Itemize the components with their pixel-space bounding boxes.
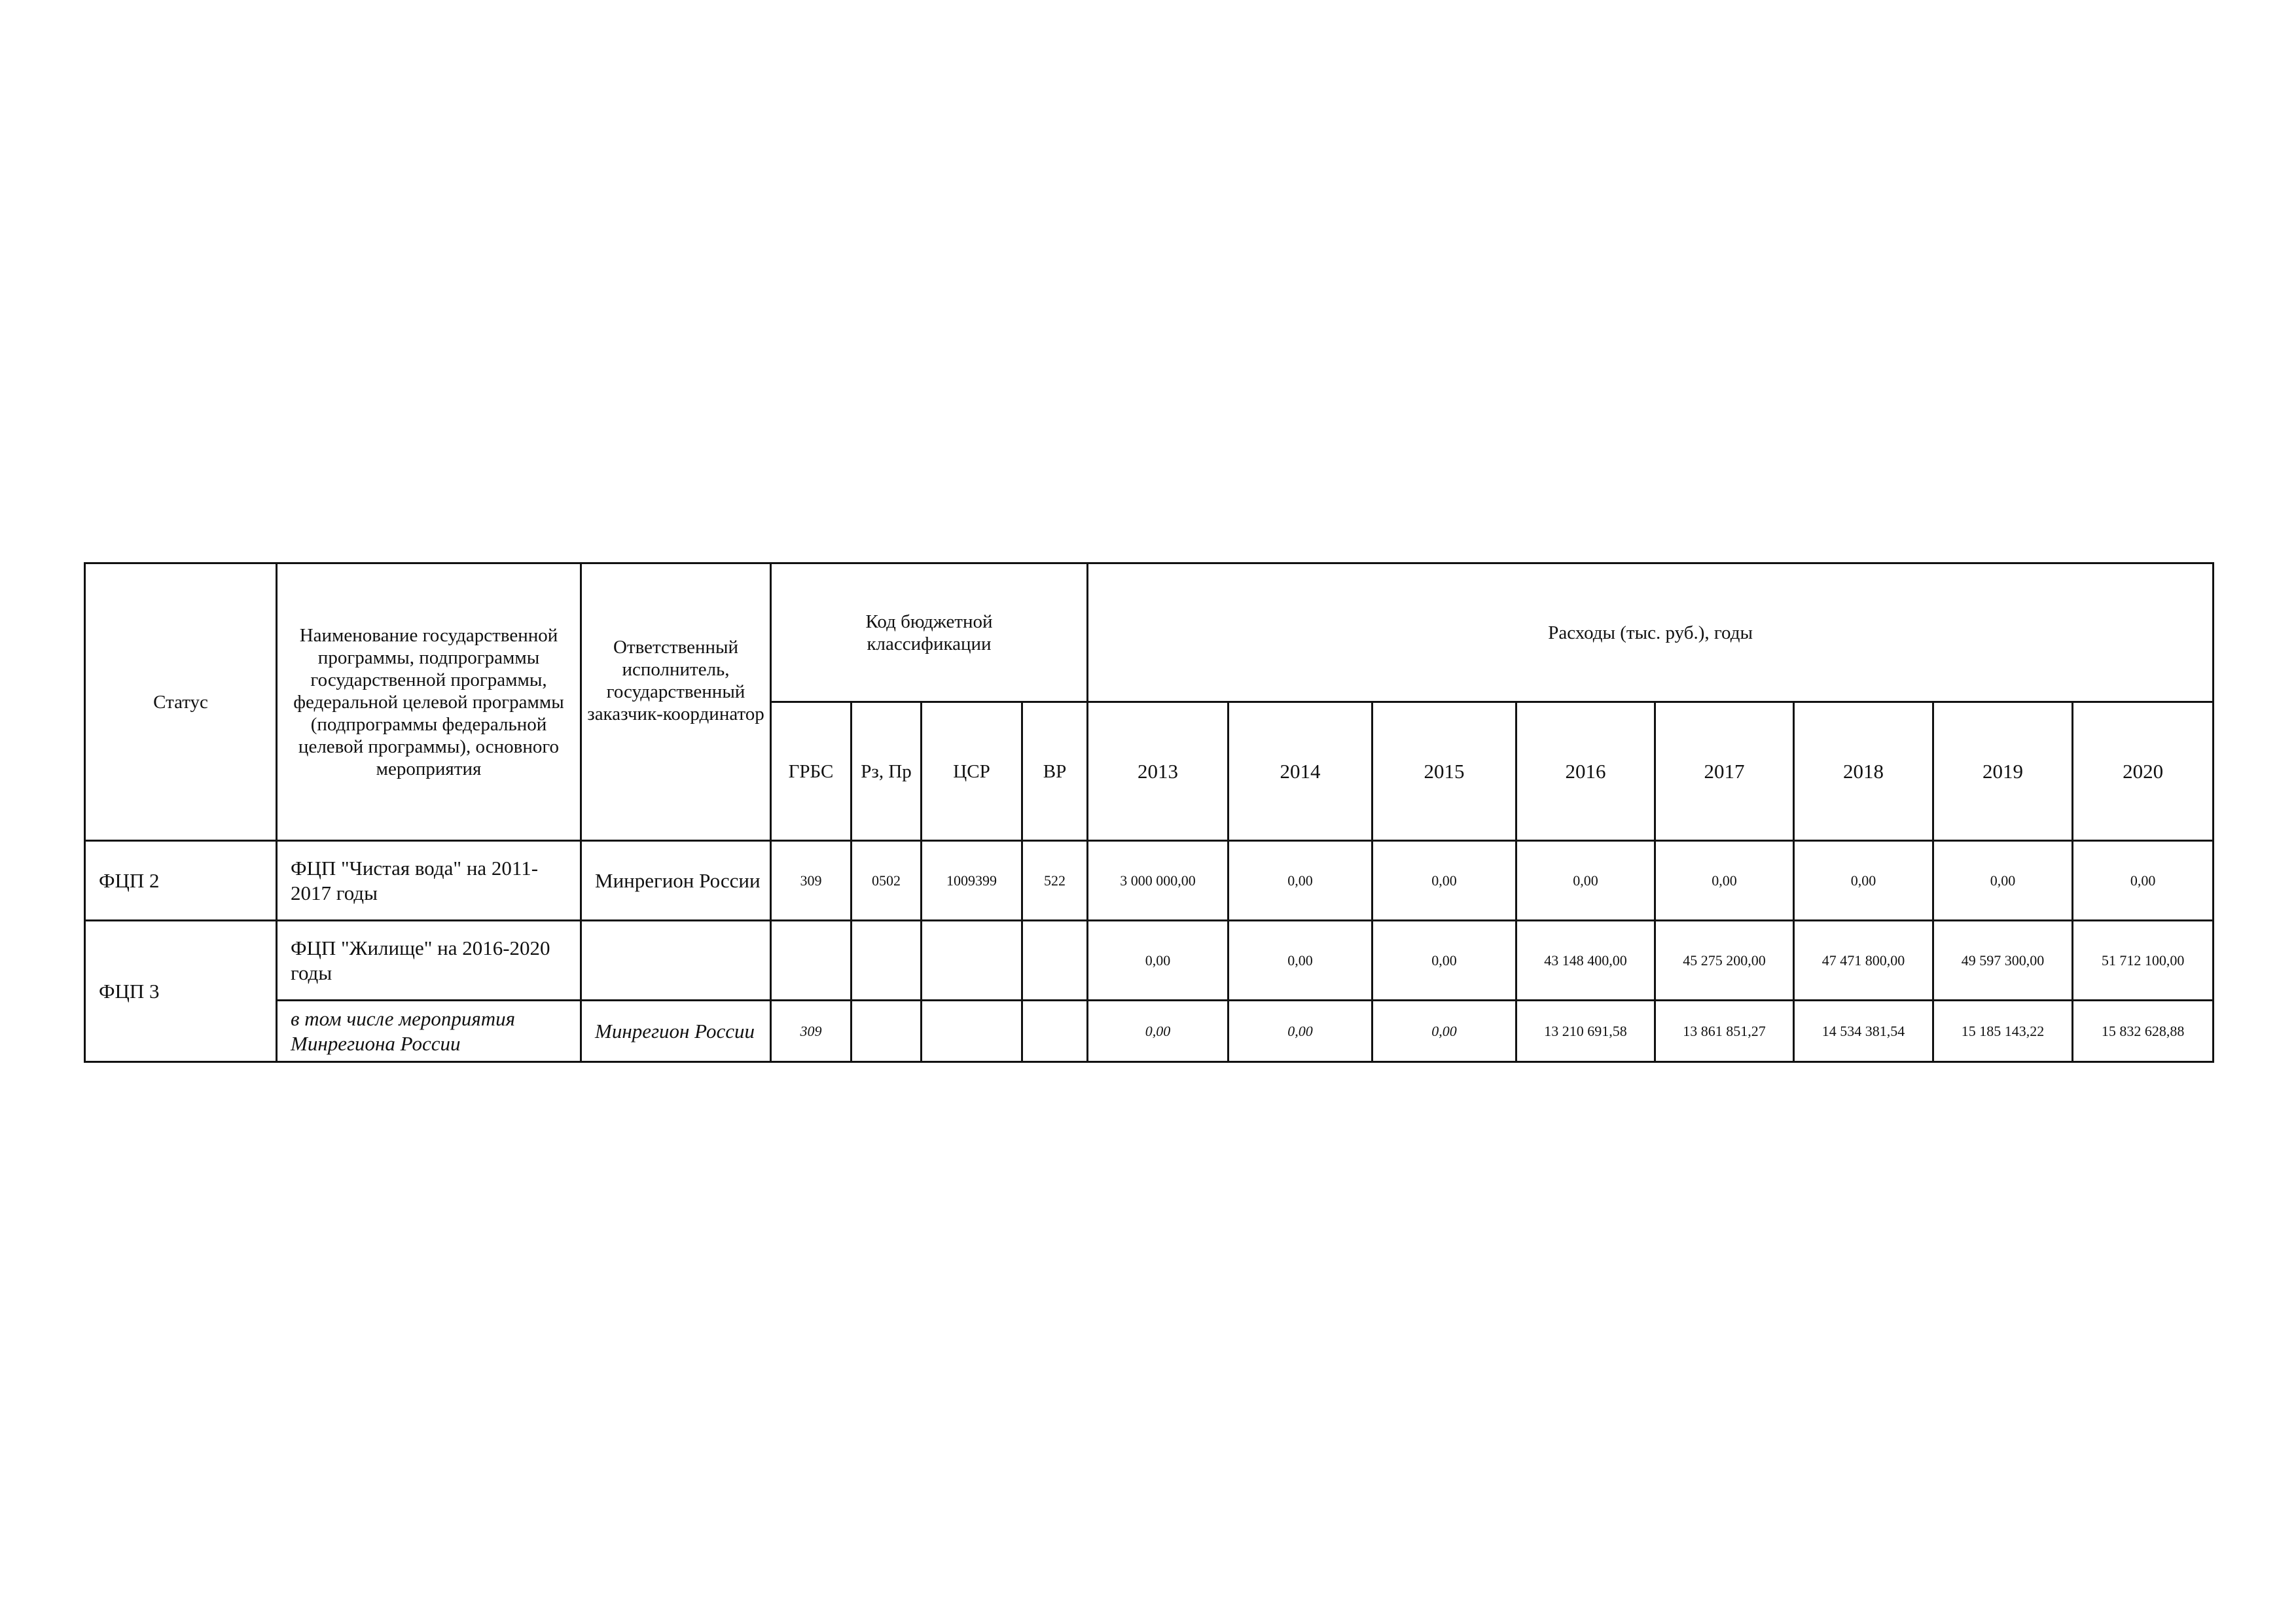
- row-value: 0,00: [1229, 841, 1372, 921]
- header-year: 2015: [1372, 702, 1516, 841]
- table-row: [85, 921, 2214, 1001]
- header-budget-code: Код бюджетной классификации: [771, 563, 1088, 702]
- row-executor: Минрегион России: [581, 1001, 771, 1062]
- row-csr: 1009399: [922, 841, 1022, 921]
- header-program-name: Наименование государственной программы, подпрограммы государственной программы, федеральной целевой программы (подпрограммы федеральной целевой программы), основного мероприятия: [277, 563, 581, 841]
- row-rzpr: [852, 921, 922, 1001]
- row-executor: Минрегион России: [581, 841, 771, 921]
- row-executor: [581, 921, 771, 1001]
- row-value: 0,00: [1229, 1001, 1372, 1062]
- row-vr: 522: [1022, 841, 1088, 921]
- header-year: 2014: [1229, 702, 1372, 841]
- row-value: 0,00: [1794, 841, 1933, 921]
- header-year: 2017: [1655, 702, 1794, 841]
- header-code-vr: ВР: [1022, 702, 1088, 841]
- header-year: 2016: [1516, 702, 1655, 841]
- row-value: 0,00: [1088, 1001, 1229, 1062]
- header-row: [85, 563, 2214, 702]
- row-grbs: 309: [771, 1001, 852, 1062]
- row-value: 0,00: [1372, 921, 1516, 1001]
- row-status: ФЦП 2: [85, 841, 277, 921]
- row-grbs: [771, 921, 852, 1001]
- row-status: ФЦП 3: [85, 921, 277, 1062]
- row-value: 0,00: [1088, 921, 1229, 1001]
- row-rzpr: [852, 1001, 922, 1062]
- header-year: 2018: [1794, 702, 1933, 841]
- row-value: 0,00: [1933, 841, 2073, 921]
- row-value: 47 471 800,00: [1794, 921, 1933, 1001]
- row-value: 0,00: [1229, 921, 1372, 1001]
- row-value: 51 712 100,00: [2073, 921, 2214, 1001]
- row-rzpr: 0502: [852, 841, 922, 921]
- budget-table: [84, 562, 2214, 1063]
- row-value: 13 210 691,58: [1516, 1001, 1655, 1062]
- table-row: [85, 841, 2214, 921]
- header-executor: Ответственный исполнитель, государственный заказчик-координатор: [581, 563, 771, 841]
- row-vr: [1022, 921, 1088, 1001]
- header-year: 2013: [1088, 702, 1229, 841]
- row-csr: [922, 921, 1022, 1001]
- row-value: 13 861 851,27: [1655, 1001, 1794, 1062]
- header-status: Статус: [85, 563, 277, 841]
- row-csr: [922, 1001, 1022, 1062]
- row-value: 0,00: [1372, 1001, 1516, 1062]
- budget-sheet: [84, 562, 2212, 1063]
- row-value: 0,00: [2073, 841, 2214, 921]
- row-program-name: ФЦП "Жилище" на 2016-2020 годы: [277, 921, 581, 1001]
- row-value: 45 275 200,00: [1655, 921, 1794, 1001]
- row-program-name: ФЦП "Чистая вода" на 2011-2017 годы: [277, 841, 581, 921]
- row-value: 49 597 300,00: [1933, 921, 2073, 1001]
- row-value: 0,00: [1516, 841, 1655, 921]
- row-value: 3 000 000,00: [1088, 841, 1229, 921]
- row-value: 15 185 143,22: [1933, 1001, 2073, 1062]
- row-value: 43 148 400,00: [1516, 921, 1655, 1001]
- row-value: 0,00: [1372, 841, 1516, 921]
- header-year: 2019: [1933, 702, 2073, 841]
- header-year: 2020: [2073, 702, 2214, 841]
- row-program-name: в том числе мероприятия Минрегиона России: [277, 1001, 581, 1062]
- header-expenses: Расходы (тыс. руб.), годы: [1088, 563, 2214, 702]
- row-vr: [1022, 1001, 1088, 1062]
- row-value: 14 534 381,54: [1794, 1001, 1933, 1062]
- header-code-rzpr: Рз, Пр: [852, 702, 922, 841]
- row-value: 15 832 628,88: [2073, 1001, 2214, 1062]
- table-row: [85, 1001, 2214, 1062]
- row-grbs: 309: [771, 841, 852, 921]
- header-code-grbs: ГРБС: [771, 702, 852, 841]
- row-value: 0,00: [1655, 841, 1794, 921]
- header-code-csr: ЦСР: [922, 702, 1022, 841]
